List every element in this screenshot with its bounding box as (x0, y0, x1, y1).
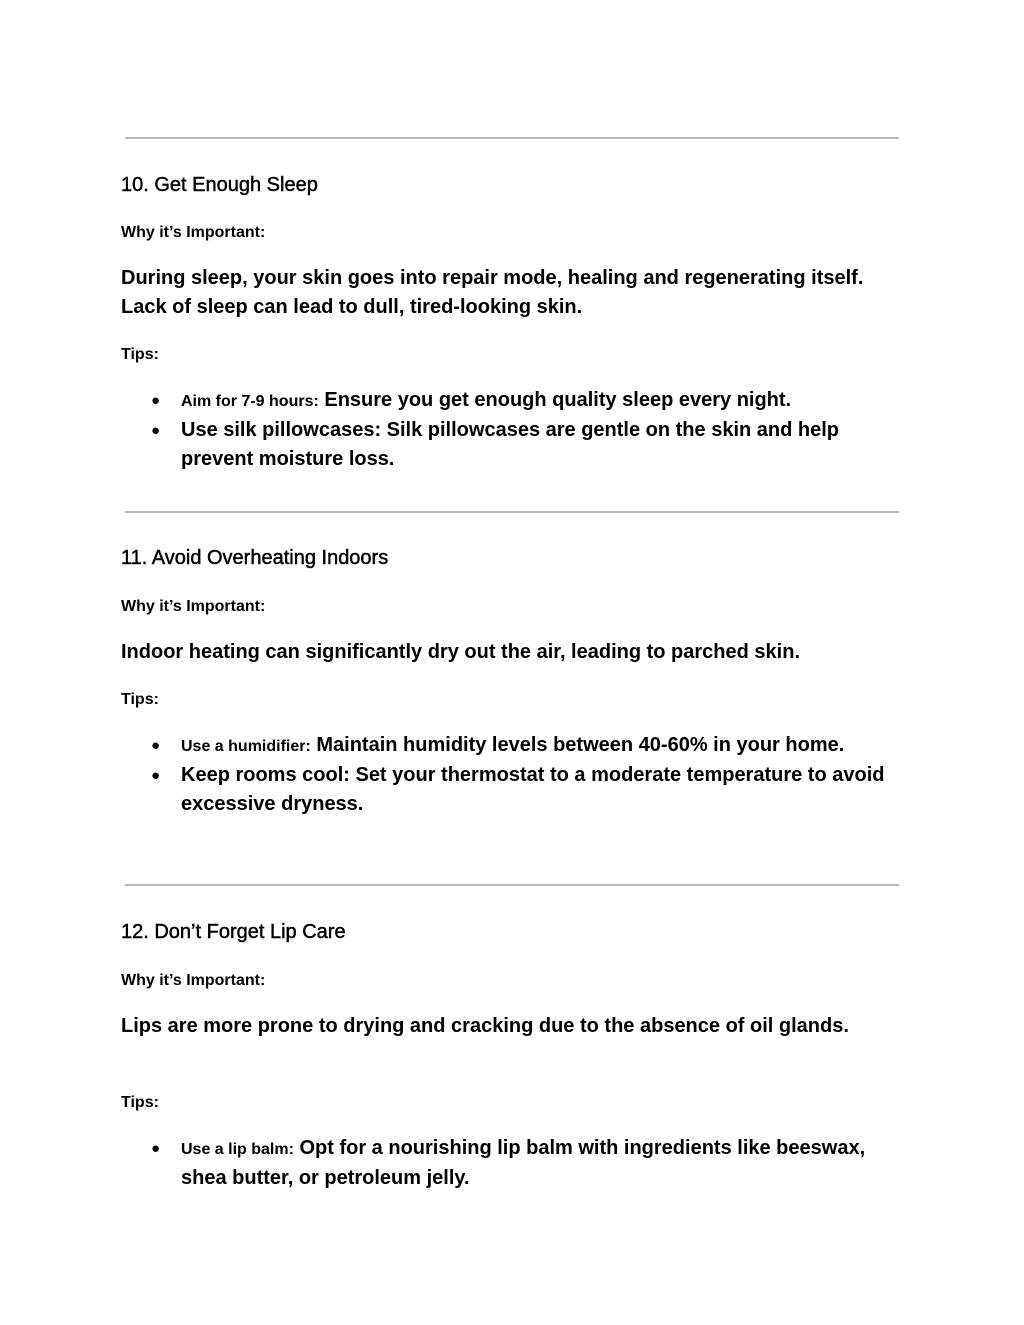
tip-item (150, 761, 902, 819)
section-divider (125, 137, 899, 139)
bullet-icon: ● (151, 767, 161, 784)
bullet-icon: ● (151, 392, 161, 409)
tip-lead: Use a humidifier: (181, 738, 311, 755)
tips-list (150, 731, 902, 819)
tip-item (150, 1134, 902, 1193)
why-important-text: During sleep, your skin goes into repair mode, healing and regenerating itself. Lack of sleep can lead to dull, tired-looking skin. (121, 267, 864, 318)
tip-lead: Aim for 7-9 hours: (181, 393, 319, 410)
bullet-icon: ● (151, 422, 161, 439)
bullet-icon: ● (151, 737, 161, 754)
tips-label: Tips: (121, 1094, 159, 1111)
section-divider (125, 884, 899, 886)
why-important-text: Lips are more prone to drying and cracking due to the absence of oil glands. (121, 1015, 849, 1037)
tips-label: Tips: (121, 346, 159, 363)
tip-text: Keep rooms cool: Set your thermostat to a moderate temperature to avoid excessive dryness. (181, 764, 885, 815)
why-important-text: Indoor heating can significantly dry out the air, leading to parched skin. (121, 641, 800, 663)
why-important-label: Why it’s Important: (121, 972, 266, 989)
tip-lead: Use a lip balm: (181, 1141, 294, 1158)
tip-item (150, 731, 902, 761)
tip-item (150, 416, 902, 474)
bullet-icon: ● (151, 1140, 161, 1157)
why-important-label: Why it’s Important: (121, 224, 266, 241)
section-heading: 12. Don’t Forget Lip Care (121, 921, 346, 943)
tip-text: Maintain humidity levels between 40-60% in your home. (310, 734, 845, 756)
tips-list (150, 386, 902, 474)
tips-list (150, 1134, 902, 1193)
tip-text: Ensure you get enough quality sleep every night. (318, 389, 792, 411)
tip-item (150, 386, 902, 416)
why-important-label: Why it’s Important: (121, 598, 266, 615)
section-heading: 11. Avoid Overheating Indoors (121, 547, 389, 569)
tip-text: Use silk pillowcases: Silk pillowcases are gentle on the skin and help prevent moisture loss. (181, 419, 840, 470)
section-divider (125, 511, 899, 513)
tip-text: Opt for a nourishing lip balm with ingredients like beeswax, shea butter, or petroleum jelly. (181, 1137, 866, 1189)
section-heading: 10. Get Enough Sleep (121, 174, 318, 196)
tips-label: Tips: (121, 691, 159, 708)
